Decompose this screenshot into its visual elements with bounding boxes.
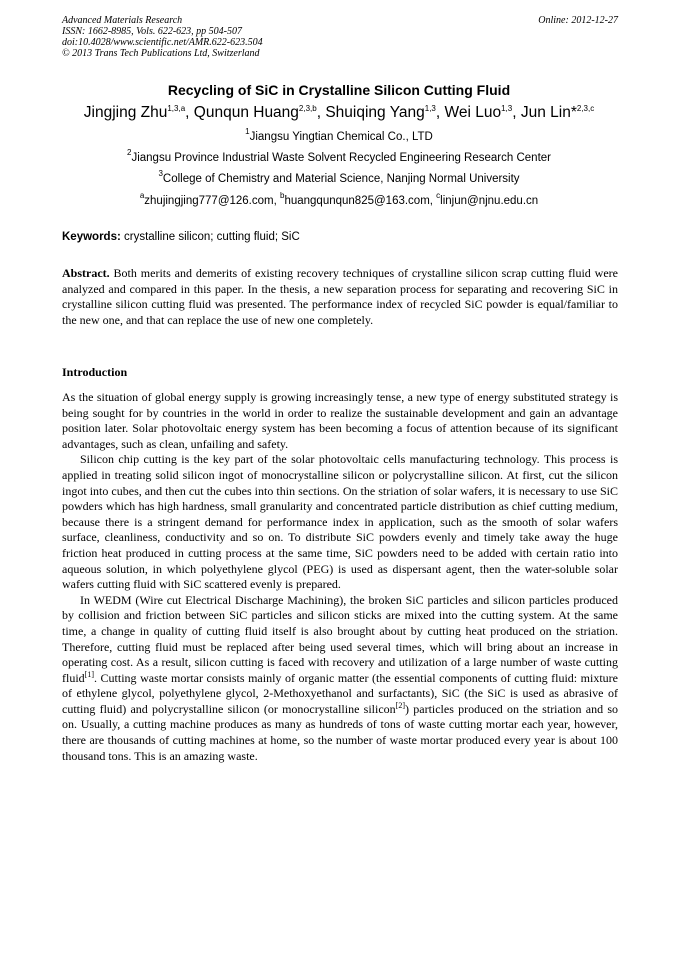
author-affiliation-mark: 2,3,c <box>576 104 595 113</box>
abstract-text: Both merits and demerits of existing recovery techniques of crystalline silicon scrap cutting fluid were analyzed and compared in this paper. In the thesis, a new separation process for separating and recovering SiC in crystalline silicon cutting fluid was presented. The performance index of recycled SiC powder is equal/familiar to the new one, and that can replace the use of new one completely. <box>62 266 618 327</box>
introduction-body <box>62 390 618 764</box>
author-name: Jun Lin* <box>520 104 577 121</box>
paragraph: As the situation of global energy supply is growing increasingly tense, a new type of energy substituted strategy is being sought for by countries in the world in order to realize the sustainable development and gain an advantage position later. Solar photovoltaic energy system has been becoming a focus of attention because of its significant advantages, such as clean, unfailing and safety. <box>62 390 618 451</box>
email-address[interactable]: huangqunqun825@163.com, <box>284 195 437 207</box>
affiliation <box>0 127 678 143</box>
email-mark: a <box>139 191 145 200</box>
email-line <box>0 191 678 207</box>
copyright-line: © 2013 Trans Tech Publications Ltd, Switzerland <box>62 48 260 59</box>
paragraph: Silicon chip cutting is the key part of the solar photovoltaic cells manufacturing technology. This process is applied in treating solid silicon ingot of monocrystalline silicon or polycrystalline silicon. At first, cut the silicon ingot into cubes, and then cut the cubes into thin sections. On the striation of solar wafers, it is necessary to use SiC powders which has high hardness, small granularity and concentrated particle distribution as chief cutting medium, because there is a stringent demand for performance index in application, such as the smooth of solar wafers surface, cleanliness, conductivity and so on. To distribute SiC powders evenly and timely take away the huge friction heat produced in cutting process at the same time, SiC powders need to be added with certain ratio into aqueous solution, in which polyethylene glycol (PEG) is used as dispersant agent, then the water-soluble solar wafers cutting fluid with SiC scattered evenly is prepared. <box>62 452 618 592</box>
affiliation <box>0 169 678 185</box>
author-list <box>0 104 678 122</box>
author-name: Wei Luo <box>444 104 502 121</box>
affiliation-text: Jiangsu Yingtian Chemical Co., LTD <box>249 131 433 143</box>
keywords-text: crystalline silicon; cutting fluid; SiC <box>120 231 300 243</box>
affiliation-mark: 1 <box>245 127 250 136</box>
journal-header <box>62 15 618 59</box>
section-heading-introduction: Introduction <box>62 365 128 379</box>
doi-line: doi:10.4028/www.scientific.net/AMR.622-623.504 <box>62 37 263 48</box>
email-mark: c <box>436 191 441 200</box>
abstract-label: Abstract. <box>62 266 110 280</box>
journal-name: Advanced Materials Research <box>62 15 183 26</box>
keywords <box>62 231 618 243</box>
keywords-label: Keywords: <box>62 231 121 243</box>
author-separator: , <box>512 104 521 121</box>
paragraph-text: . Cutting waste mortar consists mainly of organic matter (the essential components of cutting fluid: mixture of ethylene glycol, polyethylene glycol, 2-Methoxyethanol and surfactants), SiC (the SiC is used as abrasive of cutting fluid) and polycrystalline silicon (or monocrystalline silicon <box>62 670 618 716</box>
email-address[interactable]: zhujingjing777@126.com, <box>144 195 280 207</box>
author-name: Qunqun Huang <box>193 104 299 121</box>
author-affiliation-mark: 1,3 <box>424 104 436 113</box>
affiliation-text: Jiangsu Province Industrial Waste Solvent Recycled Engineering Research Center <box>131 152 551 164</box>
online-date: Online: 2012-12-27 <box>538 15 618 26</box>
author-name: Jingjing Zhu <box>83 104 168 121</box>
affiliation-text: College of Chemistry and Material Science, Nanjing Normal University <box>162 173 520 185</box>
author-affiliation-mark: 1,3 <box>501 104 513 113</box>
citation-ref[interactable]: [2] <box>395 700 405 710</box>
paragraph-text: ) particles produced on the striation and so on. Usually, a cutting machine produces as many as hundreds of tons of waste cutting mortar each year, however, there are thousands of cutting machines at home, so the number of waste mortar produced every year is about 100 thousand tons. This is an amazing waste. <box>62 701 619 763</box>
paragraph-text: In WEDM (Wire cut Electrical Discharge Machining), the broken SiC particles and silicon particles produced by collision and friction between SiC particles and silicon sticks are mixed into the cutting system. At the same time, a change in quality of cutting fluid itself is also brought about by cutting heat produced on the striation. Therefore, cutting fluid must be replaced after being used several times, which will bring about an increase in operating cost. As a result, silicon cutting is faced with recovery and utilization of a large number of waste cutting fluid <box>62 592 618 685</box>
author-affiliation-mark: 1,3,a <box>167 104 186 113</box>
affiliation-mark: 2 <box>127 148 132 157</box>
citation-ref[interactable]: [1] <box>84 669 94 679</box>
paragraph <box>62 593 618 765</box>
affiliation <box>0 148 678 164</box>
author-affiliation-mark: 2,3,b <box>298 104 317 113</box>
author-separator: , <box>316 104 326 121</box>
email-mark: b <box>280 191 285 200</box>
email-address[interactable]: linjun@njnu.edu.cn <box>440 195 539 207</box>
author-separator: , <box>185 104 194 121</box>
author-separator: , <box>435 104 445 121</box>
affiliation-mark: 3 <box>158 169 163 178</box>
abstract <box>62 266 618 328</box>
paper-title: Recycling of SiC in Crystalline Silicon Cutting Fluid <box>167 82 511 98</box>
author-name: Shuiqing Yang <box>325 104 425 121</box>
issn-line: ISSN: 1662-8985, Vols. 622-623, pp 504-507 <box>62 26 242 37</box>
